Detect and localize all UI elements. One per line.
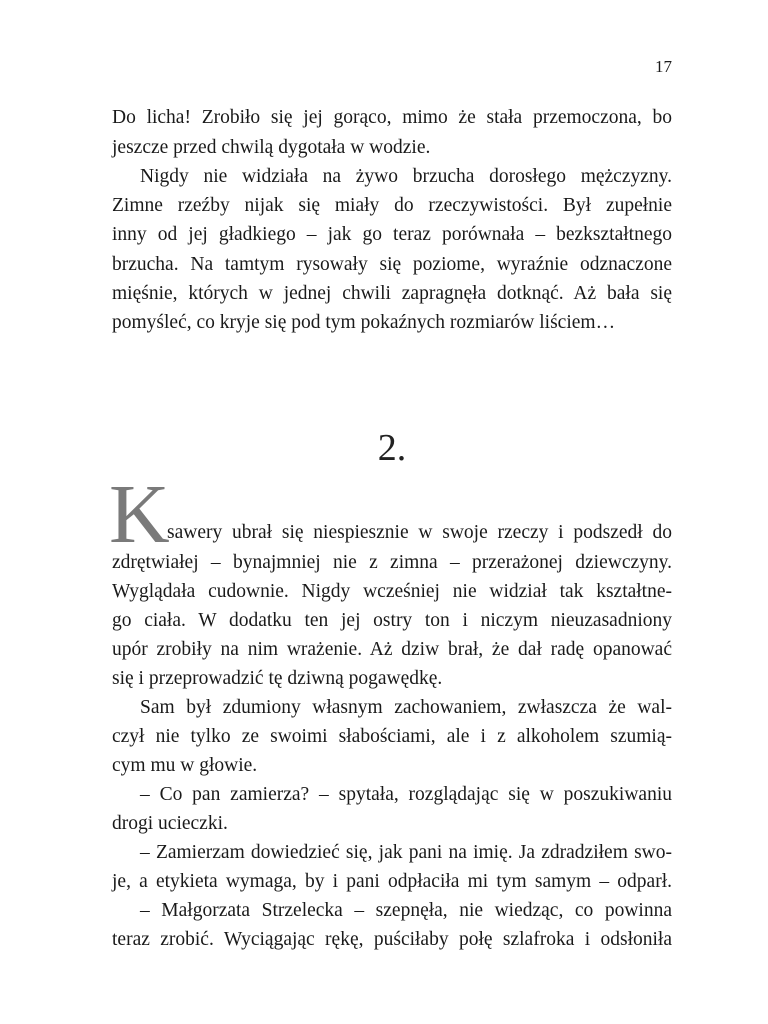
text-line: cym mu w głowie. [112,755,258,776]
text-line: się i przeprowadzić tę dziwną pogawędkę. [112,668,443,689]
text-line: upór zrobiły na nim wrażenie. Aż dziw brał, że dał radę opanować [112,639,672,660]
text-line: – Co pan zamierza? – spytała, rozglądając się w poszukiwaniu [140,784,672,805]
text-line: sawery ubrał się niespiesznie w swoje rzeczy i podszedł do [167,522,672,543]
page-number: 17 [655,57,672,76]
drop-cap: K [109,468,170,561]
text-line: Nigdy nie widziała na żywo brzucha dorosłego mężczyzny. [140,166,672,187]
text-line: Do licha! Zrobiło się jej gorąco, mimo że stała przemoczona, bo [112,107,672,128]
text-line: drogi ucieczki. [112,813,228,834]
text-line: pomyśleć, co kryje się pod tym pokaźnych rozmiarów liściem… [112,312,616,333]
text-line: je, a etykieta wymaga, by i pani odpłaciła mi tym samym – odparł. [112,871,672,892]
text-line: – Małgorzata Strzelecka – szepnęła, nie wiedząc, co powinna [140,900,672,921]
text-line: inny od jej gładkiego – jak go teraz porównała – bezkształtnego [112,224,672,245]
text-line: Zimne rzeźby nijak się miały do rzeczywistości. Był zupełnie [112,195,672,216]
text-line: zdrętwiałej – bynajmniej nie z zimna – przerażonej dziewczyny. [112,552,672,573]
text-line: Sam był zdumiony własnym zachowaniem, zwłaszcza że wal- [140,697,672,718]
chapter-number: 2. [377,427,407,469]
text-line: – Zamierzam dowiedzieć się, jak pani na imię. Ja zdradziłem swo- [140,842,672,863]
text-line: czył nie tylko ze swoimi słabościami, ale i z alkoholem szumią- [112,726,672,747]
text-line: go ciała. W dodatku ten jej ostry ton i niczym nieuzasadniony [112,610,672,631]
text-line: brzucha. Na tamtym rysowały się poziome, wyraźnie odznaczone [112,254,672,275]
text-line: teraz zrobić. Wyciągając rękę, puściłaby połę szlafroka i odsłoniła [112,929,672,950]
text-line: Wyglądała cudownie. Nigdy wcześniej nie widział tak kształtne- [112,581,672,602]
text-line: mięśnie, których w jednej chwili zapragnęła dotknąć. Aż bała się [112,283,672,304]
text-line: jeszcze przed chwilą dygotała w wodzie. [112,137,431,158]
